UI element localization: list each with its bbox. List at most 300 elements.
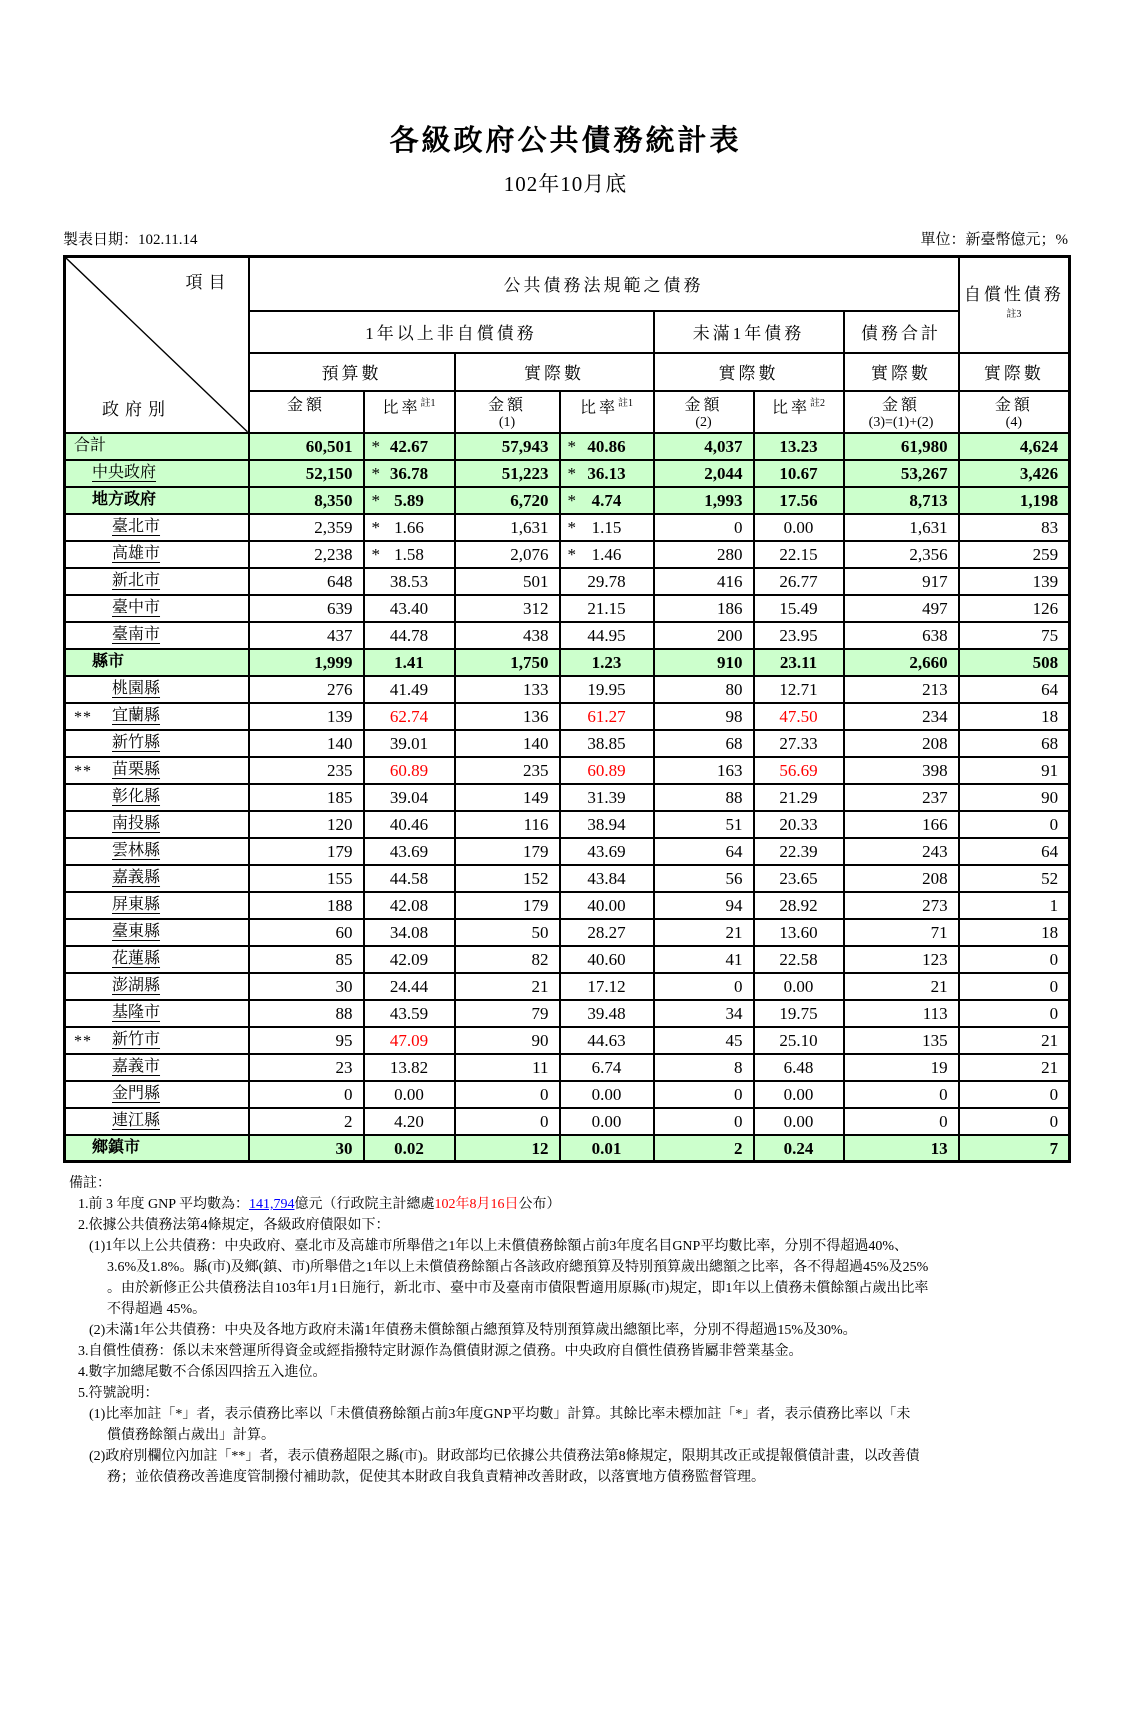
notes-lines — [65, 1173, 1125, 1488]
note-line — [65, 1173, 1125, 1194]
table-row — [65, 703, 1070, 730]
header-actual-figures: 實際數 — [654, 353, 844, 391]
note-text: 1.前 3 年度 GNP 平均數為： — [78, 1197, 249, 1213]
ratio-cell: * 40.86 — [560, 433, 654, 460]
amount-cell: 213 — [844, 676, 959, 703]
ratio-cell: 15.49 — [754, 595, 844, 622]
amount-cell: 200 — [654, 622, 754, 649]
header-over-1yr-debt: 1年以上非自償債務 — [249, 311, 654, 353]
ratio-cell: 38.85 — [560, 730, 654, 757]
amount-cell: 79 — [455, 1000, 560, 1027]
amount-cell: 82 — [455, 946, 560, 973]
table-row — [65, 730, 1070, 757]
ratio-cell: 20.33 — [754, 811, 844, 838]
ratio-cell: 0.02 — [364, 1135, 455, 1162]
report-date: 製表日期：102.11.14 — [63, 232, 198, 248]
amount-cell: 56 — [654, 865, 754, 892]
amount-cell: 8,713 — [844, 487, 959, 514]
ratio-cell: 43.69 — [364, 838, 455, 865]
amount-cell: 98 — [654, 703, 754, 730]
note-line — [65, 1362, 1125, 1383]
amount-cell: 18 — [959, 919, 1070, 946]
row-label: 臺北市 — [65, 514, 249, 541]
amount-cell: 497 — [844, 595, 959, 622]
amount-cell: 88 — [249, 1000, 364, 1027]
ratio-cell: 0.00 — [754, 514, 844, 541]
amount-cell: 21 — [844, 973, 959, 1000]
ratio-cell: 38.53 — [364, 568, 455, 595]
ratio-cell: 13.23 — [754, 433, 844, 460]
row-label: 臺中市 — [65, 595, 249, 622]
ratio-cell: 60.89 — [560, 757, 654, 784]
table-row — [65, 1135, 1070, 1162]
amount-cell: 188 — [249, 892, 364, 919]
ratio-cell: 22.15 — [754, 541, 844, 568]
table-row — [65, 541, 1070, 568]
ratio-cell: 42.08 — [364, 892, 455, 919]
amount-cell: 21 — [959, 1027, 1070, 1054]
amount-cell: 113 — [844, 1000, 959, 1027]
amount-cell: 71 — [844, 919, 959, 946]
amount-cell: 185 — [249, 784, 364, 811]
amount-cell: 639 — [249, 595, 364, 622]
table-row — [65, 433, 1070, 460]
ratio-cell: 31.39 — [560, 784, 654, 811]
note-line — [65, 1320, 1125, 1341]
amount-cell: 234 — [844, 703, 959, 730]
row-label: ** 宜蘭縣 — [65, 703, 249, 730]
note-line — [65, 1467, 1125, 1488]
note-line — [65, 1446, 1125, 1467]
page-subtitle: 102年10月底 — [503, 172, 628, 196]
page-title: 各級政府公共債務統計表 — [389, 125, 742, 157]
gnp-basis-marker: * — [371, 464, 380, 484]
ratio-cell: 4.20 — [364, 1108, 455, 1135]
amount-cell: 166 — [844, 811, 959, 838]
row-label: 屏東縣 — [65, 892, 249, 919]
amount-cell: 1 — [959, 892, 1070, 919]
header-ratio-note2: 比率$^{註2}$ — [754, 391, 844, 433]
meta-row — [63, 228, 1068, 249]
ratio-cell: 40.60 — [560, 946, 654, 973]
amount-cell: 60 — [249, 919, 364, 946]
ratio-cell: 40.46 — [364, 811, 455, 838]
ratio-cell: 60.89 — [364, 757, 455, 784]
ratio-cell: * 36.13 — [560, 460, 654, 487]
row-label: 中央政府 — [65, 460, 249, 487]
amount-cell: 2,356 — [844, 541, 959, 568]
table-body — [65, 433, 1070, 1162]
note-line — [65, 1425, 1125, 1446]
header-ratio-note1: 比率$^{註1}$ — [364, 391, 455, 433]
amount-cell: 80 — [654, 676, 754, 703]
statistics-table — [63, 255, 1071, 1163]
corner-cell — [65, 257, 249, 433]
ratio-cell: * 1.58 — [364, 541, 455, 568]
header-amount-2: 金額 (2) — [654, 391, 754, 433]
table-row — [65, 1108, 1070, 1135]
amount-cell: 4,037 — [654, 433, 754, 460]
ratio-cell: 39.04 — [364, 784, 455, 811]
ratio-cell: 28.92 — [754, 892, 844, 919]
ratio-cell: 56.69 — [754, 757, 844, 784]
amount-cell: 64 — [654, 838, 754, 865]
amount-cell: 501 — [455, 568, 560, 595]
amount-cell: 235 — [249, 757, 364, 784]
amount-cell: 6,720 — [455, 487, 560, 514]
gnp-basis-marker: * — [371, 437, 380, 457]
amount-cell: 508 — [959, 649, 1070, 676]
amount-cell: 2,076 — [455, 541, 560, 568]
ratio-cell: 34.08 — [364, 919, 455, 946]
amount-cell: 51,223 — [455, 460, 560, 487]
amount-cell: 0 — [959, 973, 1070, 1000]
ratio-cell: 10.67 — [754, 460, 844, 487]
note3-superscript: 註3 — [1006, 309, 1022, 321]
table-row — [65, 757, 1070, 784]
amount-cell: 126 — [959, 595, 1070, 622]
amount-cell: 0 — [959, 946, 1070, 973]
amount-cell: 179 — [455, 838, 560, 865]
amount-cell: 45 — [654, 1027, 754, 1054]
gnp-basis-marker: * — [567, 464, 576, 484]
note-text: 3.自償性債務：係以未來營運所得資金或經指撥特定財源作為償債財源之債務。中央政府自償性債務皆屬非營業基金。 — [78, 1344, 803, 1360]
amount-cell: 8,350 — [249, 487, 364, 514]
row-label: 高雄市 — [65, 541, 249, 568]
amount-cell: 0 — [959, 1081, 1070, 1108]
ratio-cell: 17.56 — [754, 487, 844, 514]
amount-cell: 53,267 — [844, 460, 959, 487]
ratio-cell: 0.24 — [754, 1135, 844, 1162]
header-self-liquidating-debt: 自償性債務$^{註3}$ — [959, 257, 1070, 353]
row-label: 地方政府 — [65, 487, 249, 514]
amount-cell: 0 — [959, 811, 1070, 838]
ratio-cell: 0.00 — [364, 1081, 455, 1108]
ratio-cell: 44.78 — [364, 622, 455, 649]
amount-cell: 3,426 — [959, 460, 1070, 487]
amount-cell: 88 — [654, 784, 754, 811]
amount-cell: 155 — [249, 865, 364, 892]
row-label: 合計 — [65, 433, 249, 460]
amount-cell: 139 — [959, 568, 1070, 595]
note-line — [65, 1257, 1125, 1278]
note-text: 不得超過 45%。 — [107, 1302, 207, 1318]
amount-cell: 0 — [249, 1081, 364, 1108]
amount-cell: 21 — [654, 919, 754, 946]
note-text: 3.6%及1.8%。縣(市)及鄉(鎮、市)所舉借之1年以上未償債務餘額占各該政府總預算及特別預算歲出總額之比率，各不得超過45%及25% — [107, 1260, 929, 1276]
note-line — [65, 1404, 1125, 1425]
note-text: (2)政府別欄位內加註「**」者，表示債務超限之縣(市)。財政部均已依據公共債務法第8條規定，限期其改正或提報償債計畫，以改善債 — [89, 1449, 920, 1465]
ratio-cell: 19.75 — [754, 1000, 844, 1027]
amount-cell: 83 — [959, 514, 1070, 541]
ratio-cell: 0.00 — [754, 1081, 844, 1108]
note-line — [65, 1194, 1125, 1215]
amount-cell: 95 — [249, 1027, 364, 1054]
note-line — [65, 1215, 1125, 1236]
amount-cell: 437 — [249, 622, 364, 649]
ratio-cell: 17.12 — [560, 973, 654, 1000]
amount-cell: 149 — [455, 784, 560, 811]
header-amount-1: 金額 (1) — [455, 391, 560, 433]
table-row — [65, 595, 1070, 622]
ratio-cell: 13.82 — [364, 1054, 455, 1081]
ratio-cell: 23.11 — [754, 649, 844, 676]
ratio-cell: 39.01 — [364, 730, 455, 757]
header-debt-total: 債務合計 — [844, 311, 959, 353]
amount-cell: 237 — [844, 784, 959, 811]
table-row — [65, 919, 1070, 946]
amount-cell: 91 — [959, 757, 1070, 784]
ratio-cell: 23.65 — [754, 865, 844, 892]
ratio-cell: * 4.74 — [560, 487, 654, 514]
row-label: 雲林縣 — [65, 838, 249, 865]
ratio-cell: * 42.67 — [364, 433, 455, 460]
ratio-cell: 44.58 — [364, 865, 455, 892]
amount-cell: 94 — [654, 892, 754, 919]
corner-label-government: 政府別 — [102, 399, 171, 419]
amount-cell: 0 — [654, 514, 754, 541]
amount-cell: 0 — [844, 1108, 959, 1135]
header-actual-figures: 實際數 — [959, 353, 1070, 391]
ratio-cell: 6.74 — [560, 1054, 654, 1081]
ratio-cell: 6.48 — [754, 1054, 844, 1081]
gnp-basis-marker: * — [567, 491, 576, 511]
ratio-cell: 22.39 — [754, 838, 844, 865]
amount-cell: 116 — [455, 811, 560, 838]
note-text: 務；並依債務改善進度管制撥付補助款，促使其本財政自我負責精神改善財政，以落實地方債務監督管理。 — [107, 1470, 765, 1486]
ratio-cell: 44.95 — [560, 622, 654, 649]
note-line — [65, 1383, 1125, 1404]
table-row — [65, 784, 1070, 811]
table-row — [65, 946, 1070, 973]
notes-section — [65, 1173, 1125, 1488]
header-law-regulated-debt: 公共債務法規範之債務 — [249, 257, 959, 311]
amount-cell: 30 — [249, 973, 364, 1000]
amount-cell: 1,993 — [654, 487, 754, 514]
ratio-cell: * 5.89 — [364, 487, 455, 514]
ratio-cell: 39.48 — [560, 1000, 654, 1027]
ratio-cell: * 36.78 — [364, 460, 455, 487]
amount-cell: 12 — [455, 1135, 560, 1162]
amount-cell: 0 — [654, 1081, 754, 1108]
amount-cell: 60,501 — [249, 433, 364, 460]
table-row — [65, 865, 1070, 892]
amount-cell: 208 — [844, 865, 959, 892]
row-label: 縣市 — [65, 649, 249, 676]
table-row — [65, 460, 1070, 487]
header-amount-4: 金額 (4) — [959, 391, 1070, 433]
row-label: 臺南市 — [65, 622, 249, 649]
note-text: 備註： — [69, 1176, 111, 1192]
table-row — [65, 1027, 1070, 1054]
note2-superscript: 註2 — [810, 397, 825, 409]
amount-cell: 0 — [959, 1000, 1070, 1027]
amount-cell: 23 — [249, 1054, 364, 1081]
gnp-basis-marker: * — [567, 437, 576, 457]
gnp-average-link[interactable]: 141,794 — [249, 1197, 295, 1213]
over-limit-marker: ** — [74, 1033, 92, 1051]
amount-cell: 163 — [654, 757, 754, 784]
amount-cell: 1,631 — [844, 514, 959, 541]
amount-cell: 243 — [844, 838, 959, 865]
ratio-cell: 13.60 — [754, 919, 844, 946]
amount-cell: 11 — [455, 1054, 560, 1081]
ratio-cell: 23.95 — [754, 622, 844, 649]
amount-cell: 259 — [959, 541, 1070, 568]
ratio-cell: 28.27 — [560, 919, 654, 946]
table-row — [65, 1000, 1070, 1027]
ratio-cell: 24.44 — [364, 973, 455, 1000]
amount-cell: 64 — [959, 838, 1070, 865]
amount-cell: 398 — [844, 757, 959, 784]
note-text: (1)比率加註「*」者，表示債務比率以「未償債務餘額占前3年度GNP平均數」計算。其餘比率未標加註「*」者，表示債務比率以「未 — [89, 1407, 911, 1423]
ratio-cell: * 1.46 — [560, 541, 654, 568]
table-row — [65, 649, 1070, 676]
table-row — [65, 973, 1070, 1000]
amount-cell: 1,999 — [249, 649, 364, 676]
header-budget-figures: 預算數 — [249, 353, 455, 391]
ratio-cell: 40.00 — [560, 892, 654, 919]
ratio-cell: 44.63 — [560, 1027, 654, 1054]
page — [0, 118, 1131, 1718]
amount-cell: 30 — [249, 1135, 364, 1162]
header-amount-3: 金額 (3)=(1)+(2) — [844, 391, 959, 433]
table-row — [65, 892, 1070, 919]
ratio-cell: 0.00 — [754, 973, 844, 1000]
amount-cell: 41 — [654, 946, 754, 973]
amount-cell: 648 — [249, 568, 364, 595]
table-row — [65, 514, 1070, 541]
table-row — [65, 568, 1070, 595]
gnp-basis-marker: * — [371, 545, 380, 565]
table-row — [65, 1081, 1070, 1108]
amount-cell: 186 — [654, 595, 754, 622]
amount-cell: 2 — [249, 1108, 364, 1135]
amount-cell: 21 — [455, 973, 560, 1000]
amount-cell: 4,624 — [959, 433, 1070, 460]
over-limit-marker: ** — [74, 763, 92, 781]
amount-cell: 85 — [249, 946, 364, 973]
table-row — [65, 1054, 1070, 1081]
amount-cell: 18 — [959, 703, 1070, 730]
table-row — [65, 838, 1070, 865]
amount-cell: 123 — [844, 946, 959, 973]
amount-cell: 179 — [249, 838, 364, 865]
amount-cell: 2,238 — [249, 541, 364, 568]
ratio-cell: 12.71 — [754, 676, 844, 703]
amount-cell: 179 — [455, 892, 560, 919]
ratio-cell: 1.23 — [560, 649, 654, 676]
amount-cell: 273 — [844, 892, 959, 919]
amount-cell: 57,943 — [455, 433, 560, 460]
note-text: (1)1年以上公共債務：中央政府、臺北市及高雄市所舉借之1年以上未償債務餘額占前3年度名目GNP平均數比率，分別不得超過40%、 — [89, 1239, 908, 1255]
ratio-cell: 38.94 — [560, 811, 654, 838]
note-line — [65, 1278, 1125, 1299]
gnp-basis-marker: * — [567, 545, 576, 565]
amount-cell: 1,198 — [959, 487, 1070, 514]
note-text: (2)未滿1年公共債務：中央及各地方政府未滿1年債務未償餘額占總預算及特別預算歲出總額比率，分別不得超過15%及30%。 — [89, 1323, 857, 1339]
ratio-cell: * 1.66 — [364, 514, 455, 541]
note-text: 億元（行政院主計總處 — [294, 1197, 435, 1213]
unit-label: 單位：新臺幣億元；% — [920, 232, 1068, 248]
ratio-cell: 26.77 — [754, 568, 844, 595]
amount-cell: 140 — [455, 730, 560, 757]
amount-cell: 276 — [249, 676, 364, 703]
amount-cell: 90 — [959, 784, 1070, 811]
row-label: 新竹縣 — [65, 730, 249, 757]
ratio-cell: 25.10 — [754, 1027, 844, 1054]
amount-cell: 208 — [844, 730, 959, 757]
note1-superscript: 註1 — [618, 397, 633, 409]
amount-cell: 75 — [959, 622, 1070, 649]
amount-cell: 136 — [455, 703, 560, 730]
amount-cell: 0 — [654, 1108, 754, 1135]
amount-cell: 910 — [654, 649, 754, 676]
ratio-cell: 27.33 — [754, 730, 844, 757]
row-label: 嘉義市 — [65, 1054, 249, 1081]
amount-cell: 50 — [455, 919, 560, 946]
row-label: 臺東縣 — [65, 919, 249, 946]
note-line — [65, 1299, 1125, 1320]
amount-cell: 61,980 — [844, 433, 959, 460]
note-text: 2.依據公共債務法第4條規定，各級政府債限如下： — [78, 1218, 390, 1234]
note-line — [65, 1341, 1125, 1362]
amount-cell: 8 — [654, 1054, 754, 1081]
amount-cell: 140 — [249, 730, 364, 757]
table-row — [65, 622, 1070, 649]
amount-cell: 1,631 — [455, 514, 560, 541]
row-label: 鄉鎮市 — [65, 1135, 249, 1162]
amount-cell: 135 — [844, 1027, 959, 1054]
ratio-cell: 43.69 — [560, 838, 654, 865]
row-label: 金門縣 — [65, 1081, 249, 1108]
header-ratio-note1: 比率$^{註1}$ — [560, 391, 654, 433]
amount-cell: 0 — [455, 1081, 560, 1108]
announcement-date: 102年8月16日 — [434, 1197, 519, 1213]
note-line — [65, 1236, 1125, 1257]
note-text: 4.數字加總尾數不合係因四捨五入進位。 — [78, 1365, 327, 1381]
note-text: 5.符號說明： — [78, 1386, 159, 1402]
ratio-cell: 22.58 — [754, 946, 844, 973]
header-under-1yr-debt: 未滿1年債務 — [654, 311, 844, 353]
ratio-cell: 0.00 — [560, 1081, 654, 1108]
amount-cell: 21 — [959, 1054, 1070, 1081]
note-text: 公布） — [518, 1197, 561, 1213]
ratio-cell: 43.40 — [364, 595, 455, 622]
note1-superscript: 註1 — [420, 397, 436, 409]
note-text: 償債務餘額占歲出」計算。 — [107, 1428, 275, 1444]
amount-cell: 280 — [654, 541, 754, 568]
row-label: 桃園縣 — [65, 676, 249, 703]
row-label: 花蓮縣 — [65, 946, 249, 973]
amount-cell: 638 — [844, 622, 959, 649]
ratio-cell: 29.78 — [560, 568, 654, 595]
ratio-cell: 1.41 — [364, 649, 455, 676]
amount-cell: 2,044 — [654, 460, 754, 487]
gnp-basis-marker: * — [371, 518, 380, 538]
amount-cell: 34 — [654, 1000, 754, 1027]
row-label: 新北市 — [65, 568, 249, 595]
note-text: 。由於新修正公共債務法自103年1月1日施行，新北市、臺中市及臺南市債限暫適用原縣(市)規定，即1年以上債務未償餘額占歲出比率 — [107, 1281, 929, 1297]
row-label: 嘉義縣 — [65, 865, 249, 892]
corner-label-item: 項目 — [185, 273, 232, 292]
table-row — [65, 676, 1070, 703]
header-actual-figures: 實際數 — [455, 353, 654, 391]
ratio-cell: 43.84 — [560, 865, 654, 892]
amount-cell: 19 — [844, 1054, 959, 1081]
amount-cell: 139 — [249, 703, 364, 730]
row-label: 南投縣 — [65, 811, 249, 838]
